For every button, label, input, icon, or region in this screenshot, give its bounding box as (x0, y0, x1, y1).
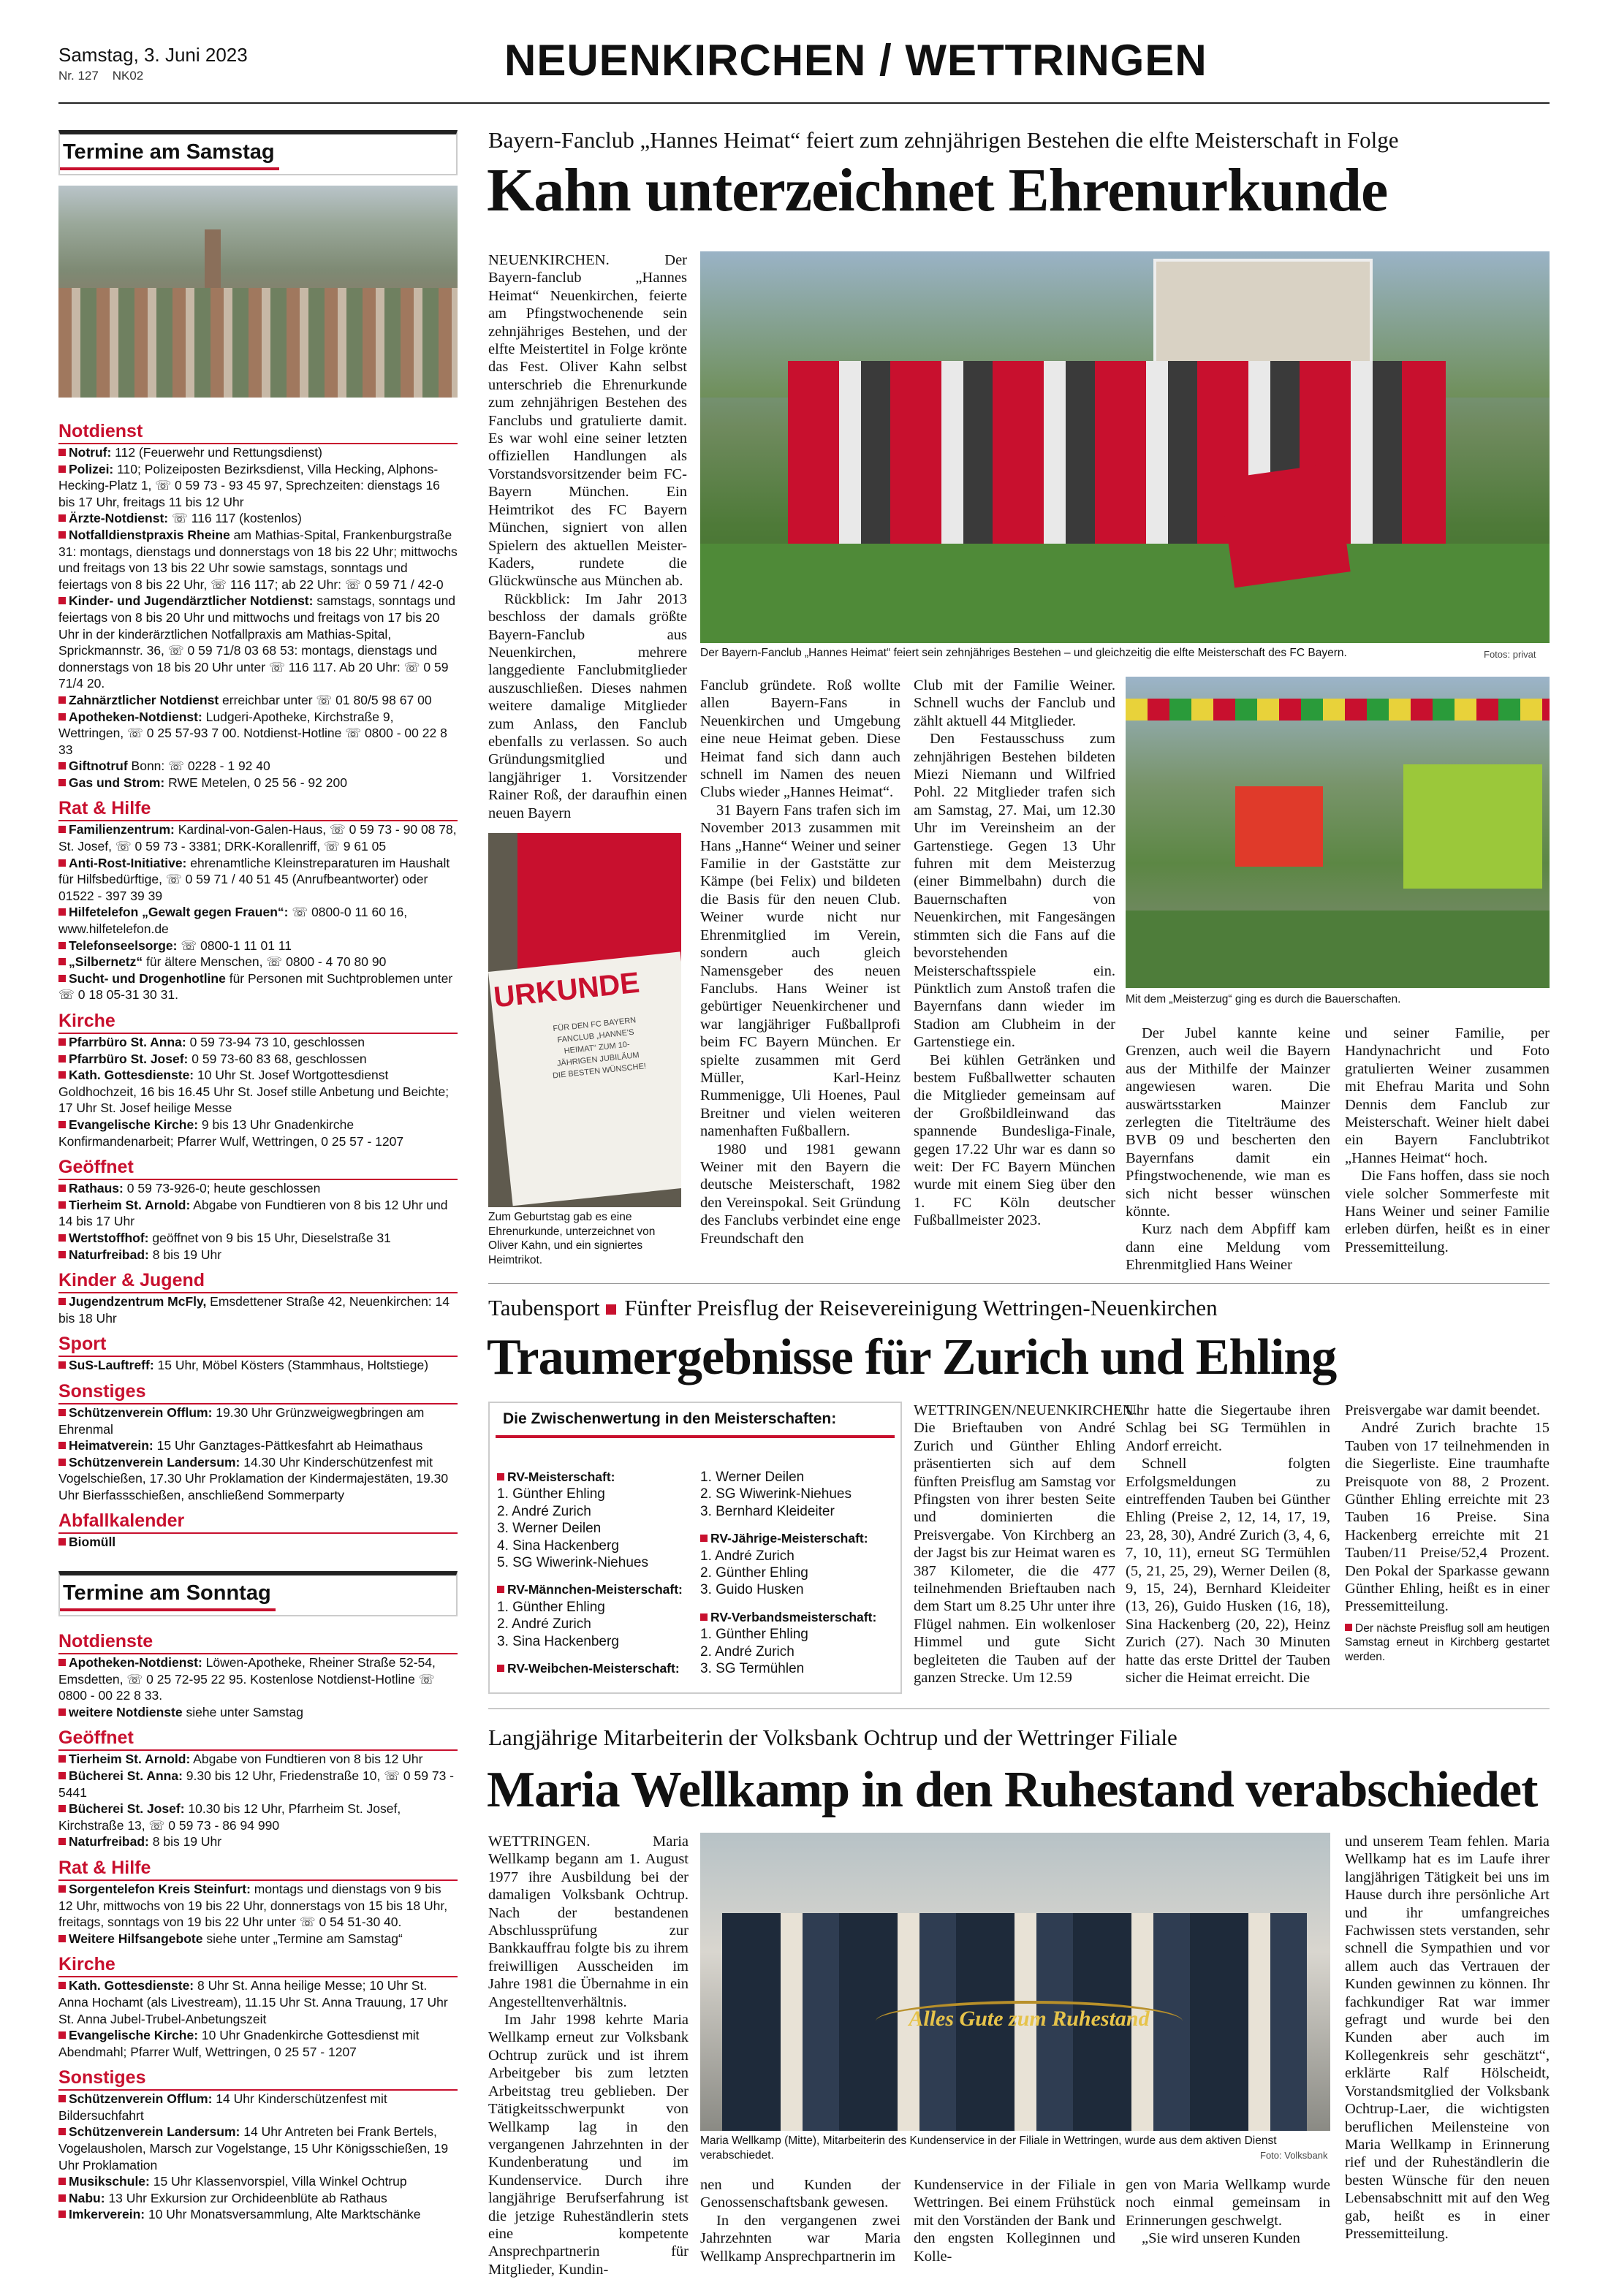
listing-entry (58, 1801, 458, 1833)
listing-label: Polizei: (69, 461, 114, 476)
farewell-photo-caption: Maria Wellkamp (Mitte), Mitarbeiterin des Kundenservice in der Filiale in Wettringen, wurde aus dem aktiven Dienst verabschiedet. (700, 2135, 1277, 2162)
sidebar-saturday (58, 130, 458, 1551)
listing-entry (58, 758, 458, 775)
listing-label: Kath. Gottesdienste: (69, 1068, 194, 1083)
listing-entry (58, 2027, 458, 2060)
listing-label: SuS-Lauftreff: (69, 1358, 154, 1373)
article2-col1: WETTRINGEN/NEUENKIRCHEN. Die Brieftauben von André Zurich und Günther Ehling präsentierten sich auf dem fünften Preisflug am Samstag vor Pfingsten von ihrer besten Seite und dominierten die Preisvergabe. Von Kirchberg an der Jagst bis zur Heimat waren es 387 Kilometer, die die 477 teilnehmenden Brieftauben nach dem Start um 8.25 Uhr unter ihre Flügel nahmen. Ein wolkenloser Himmel und gute Sicht begleiteten die Tauben auf der ganzen Strecke. Um 12.59 (914, 1402, 1137, 1687)
listing-label: Zahnärztlicher Notdienst (69, 692, 219, 707)
main-photo-caption: Der Bayern-Fanclub „Hannes Heimat“ feiert sein zehnjähriges Bestehen – und gleichzeitig die elfte Meisterschaft des FC Bayern. (700, 647, 1347, 659)
listing-entry (58, 1977, 458, 2027)
sidebar_sun-notdienst-heading: Notdienste (58, 1624, 458, 1654)
bullet-square-icon (58, 1805, 66, 1812)
standings-row: 3. Werner Deilen (497, 1521, 602, 1537)
bullet-square-icon (497, 1473, 504, 1480)
listing-text: Abgabe von Fundtieren von 8 bis 12 Uhr (190, 1752, 423, 1767)
bullet-square-icon (58, 1982, 66, 1989)
standings-row: 1. Günther Ehling (700, 1627, 808, 1643)
bullet-square-icon (58, 1885, 66, 1893)
listing-entry (58, 1117, 458, 1149)
bullet-square-icon (497, 1665, 504, 1672)
listing-text: ☏ 116 117 (kostenlos) (168, 511, 302, 526)
sunday-listings (58, 1624, 458, 2223)
listing-label: Naturfreibad: (69, 1247, 149, 1262)
listing-text: 14 Uhr Antreten bei Frank Bertels, Vogelausholen, Marsch zur Vogelstange, 15 Uhr Königsschießen, 19 Uhr Proklamation (58, 2124, 449, 2173)
bullet-square-icon (58, 597, 66, 604)
meisterzug-caption: Mit dem „Meisterzug“ ging es durch die Bauerschaften. (1126, 993, 1401, 1006)
standings-row: 2. André Zurich (700, 1643, 794, 1660)
standings-row: 2. André Zurich (497, 1616, 591, 1632)
bullet-square-icon (58, 908, 66, 916)
listing-label: Telefonseelsorge: (69, 938, 178, 953)
standings-group-label: RV-Weibchen-Meisterschaft: (507, 1661, 680, 1676)
standings-row: 3. Guido Husken (700, 1582, 804, 1598)
fan-flag-shape (1219, 463, 1350, 588)
issue-number: Nr. 127 NK02 (58, 69, 144, 83)
article3-headline: Maria Wellkamp in den Ruhestand verabschiedet (487, 1762, 1538, 1818)
article2-col2: Uhr hatte die Siegertaube ihren Schlag bei SG Termühlen in Andorf erreicht. Schnell folgten Erfolgsmeldungen zu eintreffenden Tauben bei Günther Ehling (Preise 2, 12, 14, 17, 19, 23, 28, 30), André Zurich (3, 4, 6, 7, 10, 11), erneut SG Termühlen (5, 21, 25, 29), Werner Deilen (8, 9, 15, 24), Bernhard Kleideiter (13, 26), Guido Husken (16, 18), Sina Hackenberg (20, 22), Heinz Zurich (27). Nach 30 Minuten hatte das erste Drittel der Tauben sicher die Heimat erreicht. Die (1126, 1402, 1330, 1687)
listing-text: Emsdettener Straße 42, Neuenkirchen: 14 bis 18 Uhr (58, 1294, 450, 1326)
standings-left-col (497, 1469, 694, 1677)
bullet-square-icon (58, 2031, 66, 2039)
listing-label: Notfalldienstpraxis Rheine (69, 527, 230, 542)
listing-text: 10 Uhr Gnadenkirche Gottesdienst mit Abendmahl; Pfarrer Wulf, Wettringen, 0 25 57 - 1207 (58, 2028, 420, 2059)
bullet-square-icon (58, 514, 66, 522)
listing-text: siehe unter Samstag (182, 1704, 303, 1719)
listing-label: Imkerverein: (69, 2207, 145, 2222)
listing-label: Bücherei St. Anna: (69, 1768, 183, 1783)
bullet-square-icon (58, 2211, 66, 2218)
listing-text: Ludgeri-Apotheke, Kirchstraße 9, Wettringen, ☏ 0 25 57-93 7 00. Notdienst-Hotline ☏ 0800 - 00 22 8 33 (58, 709, 447, 757)
sidebar_sat-kirche-heading: Kirche (58, 1003, 458, 1034)
listing-label: Sucht- und Drogenhotline (69, 970, 226, 986)
bullet-square-icon (58, 1234, 66, 1242)
bullet-square-icon (58, 449, 66, 456)
listing-entry (58, 1247, 458, 1263)
bullet-square-icon (58, 2178, 66, 2185)
article1-col1: NEUENKIRCHEN. Der Bayern-fanclub „Hannes Heimat“ Neuenkirchen, feierte am Pfingstwochenende sein zehnjähriges Bestehen, und der elfte Meistertitel in Folge krönte das Fest. Oliver Kahn selbst unterschrieb die Ehrenurkunde zum zehnjährigen Bestehen des Fanclubs und gratulierte damit. Es war wohl eine seiner letzten offiziellen Handlungen als Vorstandsvorsitzender beim FC-Bayern München. Ein Heimtrikot des FC Bayern München, signiert von allen Spielern des aktuellen Meister-Kaders, rundete die Glückwünsche aus München ab. Rückblick: Im Jahr 2013 beschloss der damals größte Bayern-Fanclub aus Neuenkirchen, mehrere langgediente Fanclubmitglieder auszuschließen. Dieses nahmen weitere damalige Mitglieder zum Anlass, den Fanclub ebenfalls zu verlassen. So auch Gründungsmitglied und langjähriger 1. Vorsitzender Rainer Roß, der daraufhin einen neuen Bayern (488, 252, 687, 821)
standings-row: 5. SG Wiwerink-Niehues (497, 1555, 648, 1571)
listing-text: Löwen-Apotheke, Rheiner Straße 52-54, Emsdetten, ☏ 0 25 72-95 22 95. Kostenlose Notdienst-Hotline ☏ 0800 - 00 22 8 33. (58, 1655, 436, 1703)
meadow-shape (1126, 911, 1550, 988)
listing-text: 110; Polizeiposten Bezirksdienst, Villa Hecking, Alphons-Hecking-Platz 1, ☏ 0 59 73 - 93 45 97, Sprechzeiten: dienstags 16 bis 17 Uhr, freitags 11 bis 12 Uhr (58, 461, 440, 509)
listing-label: Schützenverein Landersum: (69, 2124, 240, 2140)
bullet-square-icon (58, 1055, 66, 1063)
listing-entry (58, 709, 458, 759)
bullet-square-icon (58, 1409, 66, 1416)
bullet-square-icon (58, 1361, 66, 1369)
listing-text: am Mathias-Spital, Frankenburgstraße 31: montags, dienstags und donnerstags von 18 bis 22 Uhr; mittwochs und freitags von 13 bis 22 Uhr sowie samstags, sonntags und feiertags von 8 bis 22 Uhr, ☏ 116 117; ab 22 Uhr: ☏ 0 59 71 / 42-0 (58, 527, 458, 592)
rooftops-shape (58, 288, 458, 398)
standings-group-label: RV-Meisterschaft: (507, 1470, 615, 1484)
listing-label: Naturfreibad: (69, 1834, 149, 1850)
bullet-square-icon (58, 1538, 66, 1546)
article1-col2: Fanclub gründete. Roß wollte allen Bayern-Fans in Neuenkirchen und Umgebung eine neue Heimat geben. Diese Heimat fand sich dann auch schnell im Namen des neuen Clubs wieder „Hannes Heimat“. 31 Bayern Fans trafen sich im November 2013 zusammen mit Hans „Hanne“ Weiner und seiner Familie in der Gaststätte zur Kämpe (bei Felix) und bildeten die Basis für den neuen Club. Weiner wurde nicht nur Ehrenmitglied im Verein, sondern auch gleich Namensgeber des neuen Fanclubs. Hans Weiner ist gebürtiger Neuenkirchener und war langjähriger Fußballprofi beim FC Bayern München. Er spielte zusammen mit Gerd Müller, Karl-Heinz Rummenigge, Uli Hoenes, Paul Breitner und vielen weiteren namenhaften Fußballern. 1980 und 1981 gewann Weiner mit den Bayern die deutsche Meisterschaft, 1982 den Vereinspokal. Seit Gründung des Fanclubs verbindet eine enge Freundschaft den (700, 677, 900, 1247)
church-tower-shape (205, 229, 221, 295)
bullet-square-icon (58, 958, 66, 965)
listing-entry (58, 954, 458, 970)
bullet-square-icon (58, 942, 66, 949)
standings-row: 2. André Zurich (497, 1503, 591, 1519)
listing-label: Schützenverein Offlum: (69, 1404, 213, 1420)
article1-headline: Kahn unterzeichnet Ehrenurkunde (487, 156, 1388, 224)
bullet-square-icon (58, 1459, 66, 1466)
listing-text: 8 bis 19 Uhr (148, 1834, 222, 1850)
listing-label: Jugendzentrum McFly, (69, 1294, 207, 1309)
listing-entry (58, 1051, 458, 1068)
listing-entry (58, 2091, 458, 2124)
sidebar_sat-notdienst-heading: Notdienst (58, 414, 458, 444)
listing-label: Rathaus: (69, 1181, 124, 1196)
article3-col5: und unserem Team fehlen. Maria Wellkamp hat es im Laufe ihrer langjährigen Tätigkeit bei uns im Hause durch ihre persönliche Art und ihr umfangreiches Fachwissen stets verstanden, sehr schnell die Sympathien und vor allem auch das Vertrauen der Kunden gewinnen zu können. Ihr fachkundiger Rat war immer gefragt und wurde bei den Kunden aber auch im Kollegenkreis sehr geschätzt“, erklärte Ralf Hölscheidt, Vorstandsmitglied der Volksbank Ochtrup-Laer, die wichtigsten beruflichen Meilensteine von Maria Wellkamp in Erinnerung rief und der Ruheständlerin die besten Wünsche für den neuen Lebensabschnitt mit auf den Weg gab, heißt es in einer Pressemitteilung. (1345, 1833, 1550, 2242)
listing-label: Familienzentrum: (69, 822, 175, 837)
listing-label: Anti-Rost-Initiative: (69, 855, 187, 870)
listing-entry (58, 510, 458, 527)
listing-text: Abgabe von Fundtieren von 8 bis 12 Uhr und 14 bis 17 Uhr (58, 1197, 448, 1229)
bullet-square-icon (58, 465, 66, 473)
listing-label: Schützenverein Landersum: (69, 1454, 240, 1470)
listing-label: Biomüll (69, 1535, 116, 1550)
standings-group-title (700, 1609, 898, 1626)
saturday-title-box (58, 130, 458, 175)
lawn-shape (700, 544, 1550, 643)
listing-text: 14.30 Uhr Kinderschützenfest mit Vogelschießen, 17.30 Uhr Proklamation der Kindermajestäten, 19.30 Uhr Bierfassschießen, anschließend Sommerparty (58, 1454, 449, 1502)
listing-label: Schützenverein Offlum: (69, 2091, 213, 2107)
listing-entry (58, 1768, 458, 1801)
fans-group-shape (788, 361, 1446, 544)
listing-text: 13 Uhr Exkursion zur Orchideenblüte ab Rathaus (105, 2190, 387, 2205)
listing-entry (58, 692, 458, 709)
bullet-square-icon (58, 1935, 66, 1942)
listing-text: erreichbar unter ☏ 01 80/5 98 67 00 (219, 692, 432, 707)
article2-kicker: Taubensport Fünfter Preisflug der Reisevereinigung Wettringen-Neuenkirchen (488, 1295, 1218, 1320)
bullet-square-icon (497, 1586, 504, 1593)
listing-label: Bücherei St. Josef: (69, 1801, 185, 1817)
listing-text: siehe unter „Termine am Samstag“ (202, 1931, 403, 1946)
bullet-square-icon (58, 762, 66, 769)
bullet-square-icon (58, 1185, 66, 1192)
listing-entry (58, 1230, 458, 1247)
listing-label: Pfarrbüro St. Josef: (69, 1051, 189, 1066)
bullet-square-icon (58, 975, 66, 982)
listing-entry (58, 855, 458, 905)
meisterzug-photo (1126, 677, 1550, 988)
listing-text: 8 Uhr St. Anna heilige Messe; 10 Uhr St. Anna Hochamt (als Livestream), 11.15 Uhr St. Anna Trauung, 17 Uhr St. Anna Jubel-Trubel-Anbetungszeit (58, 1978, 448, 2026)
listing-text: 9 bis 13 Uhr Gnadenkirche Konfirmandenarbeit; Pfarrer Wulf, Wettringen, 0 25 57 - 1207 (58, 1117, 404, 1149)
listing-text: 10 Uhr Monatsversammlung, Alte Marktschänke (145, 2207, 421, 2222)
standings-group-label: RV-Männchen-Meisterschaft: (507, 1582, 683, 1597)
listing-entry (58, 2173, 458, 2190)
town-aerial-photo (58, 186, 458, 398)
listing-entry (58, 593, 458, 692)
bunting-shape (1126, 699, 1550, 721)
bullet-square-icon (58, 1201, 66, 1209)
bullet-square-icon (58, 1038, 66, 1046)
bullet-square-icon (700, 1535, 708, 1542)
standings-group-title (497, 1660, 694, 1677)
listing-label: Ärzte-Notdienst: (69, 511, 169, 526)
standings-group-label: RV-Verbandsmeisterschaft: (710, 1609, 877, 1624)
listing-text: 0 59 73-94 73 10, geschlossen (186, 1035, 365, 1049)
standings-row: 3. SG Termühlen (700, 1661, 805, 1677)
listing-text: montags und dienstags von 9 bis 12 Uhr, mittwochs von 19 bis 22 Uhr, donnerstags von 15 bis 18 Uhr, freitags, sonntags von 19 bis 22 Uhr unter ☏ 0 54 51-30 40. (58, 1881, 448, 1930)
listing-text: 10 Uhr St. Josef Wortgottesdienst Goldhochzeit, 16 bis 16.45 Uhr St. Josef stille Anbetung und Beichte; 17 Uhr St. Josef heilige Messe (58, 1068, 450, 1116)
listing-text: ☏ 0800-0 11 60 16, www.hilfetelefon.de (58, 905, 408, 937)
listing-label: Musikschule: (69, 2174, 150, 2189)
sidebar_sat-sport-heading: Sport (58, 1326, 458, 1357)
listing-label: Apotheken-Notdienst: (69, 1655, 202, 1670)
header-rule (58, 102, 1550, 104)
article3-kicker: Langjährige Mitarbeiterin der Volksbank Ochtrup und der Wettringer Filiale (488, 1725, 1177, 1750)
listing-text: 15 Uhr, Möbel Kösters (Stammhaus, Holtstiege) (153, 1358, 429, 1373)
listing-label: Giftnotruf (69, 759, 128, 774)
bullet-square-icon (58, 531, 66, 539)
listing-label: Notruf: (69, 445, 112, 460)
sidebar_sun-kirche-heading: Kirche (58, 1947, 458, 1977)
listing-entry (58, 938, 458, 954)
listing-text: 19.30 Uhr Grünzweigwegbringen am Ehrenmal (58, 1404, 425, 1437)
sidebar_sat-rat-heading: Rat & Hilfe (58, 791, 458, 821)
listing-entry (58, 1833, 458, 1850)
listing-label: „Silbernetz“ (69, 954, 143, 970)
certificate-photo (488, 833, 681, 1207)
listing-entry (58, 1197, 458, 1230)
sidebar_sat-kinder-heading: Kinder & Jugend (58, 1263, 458, 1293)
standings-group-title (497, 1581, 694, 1598)
listing-entry (58, 527, 458, 593)
main-photo-credit: Fotos: privat (1484, 649, 1536, 660)
bullet-square-icon (58, 1121, 66, 1128)
listing-entry (58, 2190, 458, 2207)
listing-entry (58, 1654, 458, 1704)
listing-entry (58, 1067, 458, 1117)
listing-label: Hilfetelefon „Gewalt gegen Frauen“: (69, 905, 289, 920)
listing-text: 15 Uhr Klassenvorspiel, Villa Winkel Ochtrup (149, 2174, 407, 2189)
listing-label: Tierheim St. Arnold: (69, 1752, 191, 1767)
sidebar_sat-sonstiges-heading: Sonstiges (58, 1374, 458, 1404)
bullet-square-icon (58, 713, 66, 721)
listing-entry (58, 1437, 458, 1454)
bullet-square-icon (58, 1442, 66, 1449)
listing-text: 112 (Feuerwehr und Rettungsdienst) (111, 445, 322, 460)
sidebar_sun-sonstiges-heading: Sonstiges (58, 2060, 458, 2091)
bullet-square-icon (58, 1838, 66, 1845)
standings-row: 4. Sina Hackenberg (497, 1537, 619, 1554)
listing-text: für Personen mit Suchtproblemen unter ☏ 0 18 05-31 30 31. (58, 970, 453, 1003)
sidebar_sat-geoeffnet-heading: Geöffnet (58, 1149, 458, 1180)
standings-box (488, 1402, 902, 1694)
listing-entry (58, 1034, 458, 1051)
listing-text: geöffnet von 9 bis 15 Uhr, Dieselstraße 31 (148, 1230, 391, 1245)
standings-row: 2. Günther Ehling (700, 1565, 808, 1581)
bullet-square-icon (58, 1772, 66, 1779)
bullet-square-icon (58, 1755, 66, 1763)
farewell-group-photo (700, 1833, 1330, 2131)
listing-entry (58, 1704, 458, 1721)
listing-label: Kath. Gottesdienste: (69, 1978, 194, 1993)
listing-label: Pfarrbüro St. Anna: (69, 1035, 186, 1049)
bullet-square-icon (58, 1071, 66, 1079)
farewell-photo-credit: Foto: Volksbank (1260, 2150, 1328, 2161)
issue-date: Samstag, 3. Juni 2023 (58, 44, 248, 66)
bullet-square-icon (58, 2095, 66, 2102)
standings-title: Die Zwischenwertung in den Meisterschaften: (496, 1403, 895, 1438)
article-divider-1 (488, 1283, 1550, 1284)
article3-col3: Kundenservice in der Filiale in Wettringen. Bei einem Frühstück mit den Vorständen der Bank und den engsten Kolleginnen und Kolle- (914, 2177, 1115, 2265)
train-wagon-red (1235, 786, 1323, 867)
sidebar-sunday (58, 1571, 458, 2223)
certificate-word: URKUNDE (492, 966, 641, 1014)
listing-entry (58, 1180, 458, 1197)
standings-group-label: RV-Jährige-Meisterschaft: (710, 1531, 868, 1546)
bullet-square-icon (58, 696, 66, 704)
listing-entry (58, 1881, 458, 1931)
listing-entry (58, 1931, 458, 1947)
bullet-square-icon (58, 779, 66, 786)
listing-label: Evangelische Kirche: (69, 2028, 199, 2043)
listing-entry (58, 970, 458, 1003)
listing-label: Sorgentelefon Kreis Steinfurt: (69, 1881, 251, 1896)
listing-text: 14 Uhr Kinderschützenfest mit Bildersuchfahrt (58, 2091, 387, 2123)
listing-text: RWE Metelen, 0 25 56 - 92 200 (164, 775, 347, 790)
listing-entry (58, 2206, 458, 2223)
article1-col3: Club mit der Familie Weiner. Schnell wuchs der Fanclub und zählt aktuell 44 Mitglieder. Den Festausschuss zum zehnjährigen Bestehen bildeten Miezi Niemann und Wilfried Pohl. 22 Mitglieder trafen sich am Samstag, 27. Mai, um 12.30 Uhr im Vereinsheim an der Gartenstiege. Gegen 13 Uhr fuhren mit dem Meisterzug (einer Bimmelbahn) durch die Bauernschaften von Neuenkirchen, mit Fangesängen stimmten sich die Fans auf die bevorstehenden Meisterschaftsspiele ein. Pünktlich zum Anstoß trafen die Bayernfans dann wieder im Stadion am Clubheim in der Gartenstiege ein. Bei kühlen Getränken und bestem Fußballwetter schauten die Mitglieder gemeinsam auf der Großbildleinwand das spannende Bundesliga-Finale, gegen 17.22 Uhr war es dann so weit: Der FC Bayern München wurde mit einem Sieg über den 1. FC Köln deutscher Fußballmeister 2023. (914, 677, 1115, 1229)
listing-entry (58, 1751, 458, 1768)
bullet-square-icon (58, 1659, 66, 1666)
listing-text: Bonn: ☏ 0228 - 1 92 40 (127, 759, 270, 774)
standings-row: 1. Werner Deilen (700, 1470, 805, 1485)
sidebar_sat-abfall-heading: Abfallkalender (58, 1503, 458, 1534)
bullet-square-icon (58, 1708, 66, 1716)
bullet-square-icon (58, 859, 66, 867)
listing-text: 15 Uhr Ganztages-Pättkesfahrt ab Heimathaus (153, 1438, 423, 1453)
listing-entry (58, 1404, 458, 1437)
listing-entry (58, 821, 458, 854)
listing-text: 9.30 bis 12 Uhr, Friedenstraße 10, ☏ 0 59 73 - 5441 (58, 1768, 455, 1800)
article3-col2: nen und Kunden der Genossenschaftsbank gewesen. In den vergangenen zwei Jahrzehnten war Maria Wellkamp Ansprechpartnerin im (700, 2177, 900, 2265)
listing-label: Heimatverein: (69, 1438, 153, 1453)
standings-group-title (497, 1469, 694, 1486)
listing-label: Apotheken-Notdienst: (69, 709, 202, 724)
certificate-paper (488, 951, 681, 1206)
bullet-square-icon (58, 1251, 66, 1258)
listing-entry (58, 1357, 458, 1374)
article3-col4: gen von Maria Wellkamp wurde noch einmal gemeinsam in Erinnerungen geschwelgt. „Sie wird unseren Kunden (1126, 2177, 1330, 2247)
certificate-caption: Zum Geburtstag gab es eine Ehrenurkunde, unterzeichnet von Oliver Kahn, und ein signiertes Heimtrikot. (488, 1211, 656, 1266)
listing-text: ☏ 0800-1 11 01 11 (177, 938, 292, 953)
listing-label: Nabu: (69, 2190, 105, 2205)
standings-group-title (700, 1530, 898, 1547)
listing-label: Gas und Strom: (69, 775, 165, 790)
train-wagon-green (1403, 764, 1542, 889)
article2-col3: Preisvergabe war damit beendet. André Zurich brachte 15 Tauben von 17 teilnehmenden in die Siegerliste. Eine traumhafte Preisquote von 88, 2 Prozent. Günther Ehling erreichte mit 23 Tauben 16 Preise. Sina Hackenberg erreichte mit 21 Tauben/11 Preise/52,4 Prozent. Den Pokal der Sparkasse gewann Günther Ehling, heißt es in einer Pressemitteilung. Der nächste Preisflug soll am heutigen Samstag erneut in Kirchberg gestartet werden. (1345, 1402, 1550, 1663)
listing-label: Wertstoffhof: (69, 1230, 149, 1245)
listing-text: 0 59 73-60 83 68, geschlossen (188, 1051, 367, 1066)
standings-right-col (700, 1469, 898, 1677)
article1-col5: und seiner Familie, per Handynachricht und Foto gratulierten Weiner zusammen mit Ehefrau Marita und Sohn Dennis dem Fanclub zur Meisterschaft. Weiner hielt dabei ein Bayern Fanclubtrikot „Hannes Heimat“ hoch. Die Fans hoffen, dass sie noch viele solcher Sommerfeste mit Hans Weiner und seiner Familie erleben dürfen, heißt es in einer Pressemitteilung. (1345, 1025, 1550, 1255)
article2-headline: Traumergebnisse für Zurich und Ehling (487, 1329, 1337, 1385)
sunday-title-box (58, 1571, 458, 1616)
listing-entry (58, 2124, 458, 2173)
standings-row: 1. André Zurich (700, 1548, 794, 1564)
article1-col4: Der Jubel kannte keine Grenzen, auch weil die Bayern aus der Mithilfe der Mainzer angewiesen waren. Die auswärtsstarken Mainzer zerlegten die Titelträume des BVB 09 und bescherten den Bayernfans damit ein Pfingstwochenende, wie man es sich nicht besser wünschen könnte. Kurz nach dem Abpfiff kam dann eine Meldung vom Ehrenmitglied Hans Weiner (1126, 1025, 1330, 1274)
listing-label: Kinder- und Jugendärztlicher Notdienst: (69, 593, 314, 609)
farewell-banner: Alles Gute zum Ruhestand (876, 2001, 1183, 2042)
article3-col1: WETTRINGEN. Maria Wellkamp begann am 1. August 1977 ihre Ausbildung bei der damaligen Volksbank Ochtrup. Nach der bestandenen Abschlussprüfung zur Bankkauffrau folgte bis zu ihrem freiwilligen Ausscheiden im Jahre 1981 die Übernahme in ein Angestelltenverhältnis. Im Jahr 1998 kehrte Maria Wellkamp erneut zur Volksbank Ochtrup zurück und ist ihrem Arbeitgeber bis zum letzten Arbeitstag treu geblieben. Der Tätigkeitsschwerpunkt von Wellkamp lag in den vergangenen Jahrzehnten in der Kundenberatung und im Kundenservice. Durch ihre langjährige Berufserfahrung ist die jetzige Ruheständlerin stets eine kompetente Ansprechpartnerin für Mitglieder, Kundin- (488, 1833, 689, 2278)
listing-text: 0 59 73-926-0; heute geschlossen (123, 1181, 321, 1196)
standings-row: 1. Günther Ehling (497, 1599, 605, 1615)
article-divider-2 (488, 1708, 1550, 1709)
standings-row: 3. Bernhard Kleideiter (700, 1503, 835, 1519)
standings-row: 2. SG Wiwerink-Niehues (700, 1486, 852, 1502)
bullet-square-icon (58, 826, 66, 833)
standings-row: 3. Sina Hackenberg (497, 1633, 619, 1649)
sidebar_sun-geoeffnet-heading: Geöffnet (58, 1720, 458, 1751)
listing-label: Weitere Hilfsangebote (69, 1931, 203, 1946)
listing-entry (58, 904, 458, 937)
next-flight-note: Der nächste Preisflug soll am heutigen Samstag erneut in Kirchberg gestartet werden. (1345, 1622, 1550, 1663)
bullet-square-icon (58, 2128, 66, 2135)
fanclub-group-photo (700, 251, 1550, 643)
listing-label: Evangelische Kirche: (69, 1117, 199, 1132)
listing-text: Kardinal-von-Galen-Haus, ☏ 0 59 73 - 90 08 78, St. Josef, ☏ 0 59 73 - 3381; DRK-Korallenriff, ☏ 9 61 05 (58, 822, 457, 854)
saturday-title: Termine am Samstag (60, 140, 279, 170)
listing-entry (58, 461, 458, 511)
article1-kicker: Bayern-Fanclub „Hannes Heimat“ feiert zum zehnjährigen Bestehen die elfte Meisterschaft in Folge (488, 127, 1399, 153)
standings-row: 1. Günther Ehling (497, 1486, 605, 1502)
listing-text: für ältere Menschen, ☏ 0800 - 4 70 80 90 (143, 954, 387, 970)
listing-entry (58, 1534, 458, 1551)
sidebar_sun-rat-heading: Rat & Hilfe (58, 1850, 458, 1881)
listing-text: ehrenamtliche Kleinstreparaturen im Haushalt für Hilfsbedürftige, ☏ 0 59 71 / 40 51 45 (Anrufbeantworter) oder 01522 - 397 39 39 (58, 855, 450, 903)
listing-text: 8 bis 19 Uhr (148, 1247, 222, 1262)
listing-entry (58, 1293, 458, 1326)
listing-entry (58, 1454, 458, 1504)
bullet-square-icon (58, 1298, 66, 1305)
listing-label: Tierheim St. Arnold: (69, 1197, 191, 1212)
listing-entry (58, 775, 458, 791)
certificate-text: FÜR DEN FC BAYERN FANCLUB „HANNE'S HEIMAT“ ZUM 10-JÄHRIGEN JUBILÄUM DIE BESTEN WÜNSCHE! (552, 1016, 647, 1081)
sunday-title: Termine am Sonntag (60, 1581, 276, 1611)
listing-text: 10.30 bis 12 Uhr, Pfarrheim St. Josef, Kirchstraße 13, ☏ 0 59 73 - 86 94 990 (58, 1801, 401, 1833)
listing-text: samstags, sonntags und feiertags von 8 bis 20 Uhr und mittwochs und freitags von 17 bis 20 Uhr in der kinderärztlichen Notfallpraxis am Mathias-Spital, Sprickmannstr. 36, ☏ 0 59 71/8 03 68 53: montags, dienstags und donnerstags von 18 bis 20 Uhr unter ☏ 116 117. Ab 20 Uhr: ☏ 0 59 71/4 20. (58, 593, 456, 691)
page-title: NEUENKIRCHEN / WETTRINGEN (504, 36, 1207, 85)
listing-label: weitere Notdienste (69, 1704, 183, 1719)
bullet-square-icon (700, 1613, 708, 1621)
saturday-listings (58, 414, 458, 1551)
bullet-square-icon (58, 2194, 66, 2202)
listing-entry (58, 444, 458, 461)
